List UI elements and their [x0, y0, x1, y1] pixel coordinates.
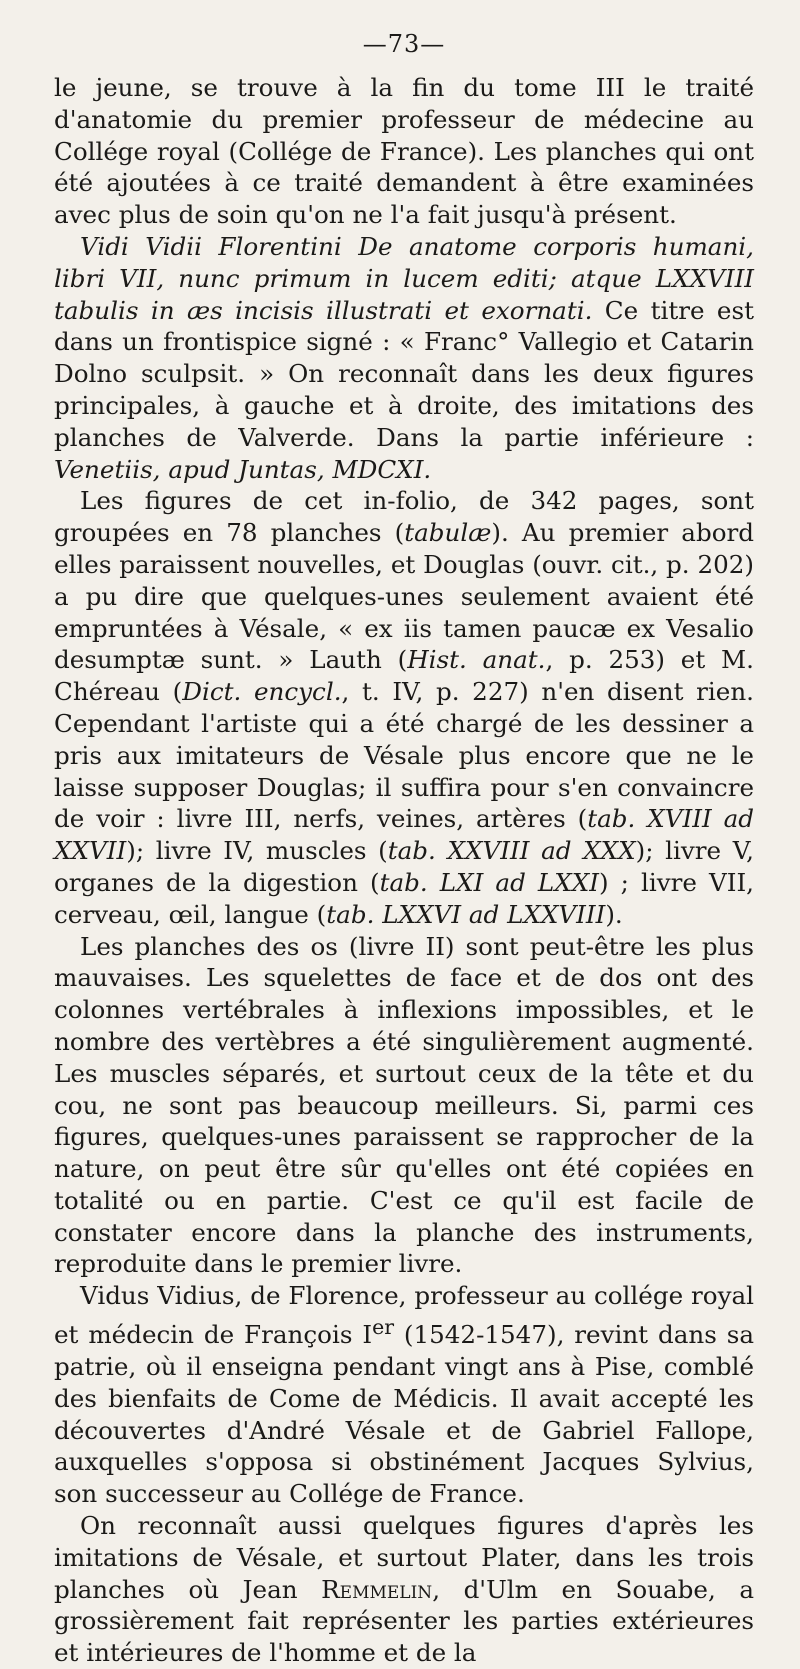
- body-text: [54, 72, 754, 1669]
- imprint: Venetiis, apud Juntas, MDCXI.: [54, 454, 432, 484]
- p3-text-3: , p. 253) et M. Chéreau (: [54, 645, 754, 707]
- p5-text-1: Vidus Vidius, de Florence, professeur au collége royal et médecin de François I: [54, 1281, 754, 1350]
- page-number: —73—: [362, 30, 446, 58]
- p3-text-7: ) ; livre VII, cerveau, œil, langue (: [54, 867, 754, 929]
- p3-italic-6: tab. LXI ad LXXI: [379, 867, 599, 897]
- p3-italic-3: Dict. encycl.: [182, 677, 342, 707]
- p5-superscript: er: [372, 1315, 394, 1340]
- p3-italic-4: tab. XVIII ad XXVII: [54, 804, 754, 866]
- p3-text-6: ); livre V, organes de la digestion (: [54, 836, 755, 897]
- paragraph-4: Les planches des os (livre II) sont peut-être les plus mauvaises. Les squelettes de face et de dos ont des colonnes vertébrales à inflexions impossibles, et le nombre des vertèbres a été singulièrement augmenté. Les muscles séparés, et surtout ceux de la tête et du cou, ne sont pas beaucoup meilleurs. Si, parmi ces figures, quelques-unes paraissent se rapprocher de la nature, on peut être sûr qu'elles ont été copiées en totalité ou en partie. C'est ce qu'il est facile de constater encore dans la planche des instruments, reproduite dans le premier livre.: [54, 931, 754, 1279]
- paragraph-6: [54, 1510, 754, 1669]
- p6-small-caps-name: Remmelin: [321, 1574, 433, 1604]
- paragraph-5: [54, 1280, 754, 1510]
- p3-italic-5: tab. XXVIII ad XXX: [387, 836, 636, 866]
- frontispiece-description: Ce titre est dans un frontispice signé : « Franc° Vallegio et Catarin Dolno sculpsit. » On reconnaît dans les deux figures principales, à gauche et à droite, des imitations des planches de Valverde. Dans la partie inférieure :: [54, 295, 754, 452]
- p3-text-1: Les figures de cet in-folio, de 342 pages, sont groupées en 78 planches (: [54, 486, 754, 548]
- paragraph-2: [54, 231, 754, 485]
- p3-text-5: ); livre IV, muscles (: [126, 836, 388, 866]
- paragraph-3: [54, 485, 754, 930]
- p6-text-2: , d'Ulm en Souabe, a grossièrement fait représenter les parties extérieures et intérieures de l'homme et de la: [54, 1574, 754, 1668]
- p5-text-2: (1542-1547), revint dans sa patrie, où il enseigna pendant vingt ans à Pise, comblé des bienfaits de Come de Médicis. Il avait accepté les découvertes d'André Vésale et de Gabriel Fallope, auxquelles s'opposa si obstinément Jacques Sylvius, son successeur au Collége de France.: [54, 1320, 754, 1509]
- p6-text-1: On reconnaît aussi quelques figures d'après les imitations de Vésale, et surtout Plater, dans les trois planches où Jean: [54, 1511, 754, 1604]
- p3-text-8: ).: [605, 899, 623, 929]
- paragraph-1: le jeune, se trouve à la fin du tome III le traité d'anatomie du premier professeur de médecine au Collége royal (Collége de France). Les planches qui ont été ajoutées à ce traité demandent à être examinées avec plus de soin qu'on ne l'a fait jusqu'à présent.: [54, 73, 754, 230]
- p3-italic-7: tab. LXXVI ad LXXVIII: [326, 899, 606, 929]
- p3-text-2: ). Au premier abord elles paraissent nouvelles, et Douglas (ouvr. cit., p. 202) a pu dire que quelques-unes seulement avaient été empruntées à Vésale, « ex iis tamen paucæ ex Vesalio desumptæ sunt. » Lauth (: [54, 518, 755, 675]
- p3-italic-2: Hist. anat.: [407, 645, 546, 675]
- p3-italic-1: tabulæ: [404, 518, 492, 548]
- p3-text-4: , t. IV, p. 227) n'en disent rien. Cependant l'artiste qui a été chargé de les dessiner a pris aux imitateurs de Vésale plus encore que ne le laisse supposer Douglas; il suffira pour s'en convaincre de voir : livre III, nerfs, veines, artères (: [54, 677, 755, 834]
- book-title: Vidi Vidii Florentini De anatome corporis humani, libri VII, nunc primum in lucem editi; atque LXXVIII tabulis in æs incisis illustrati et exornati.: [54, 231, 754, 325]
